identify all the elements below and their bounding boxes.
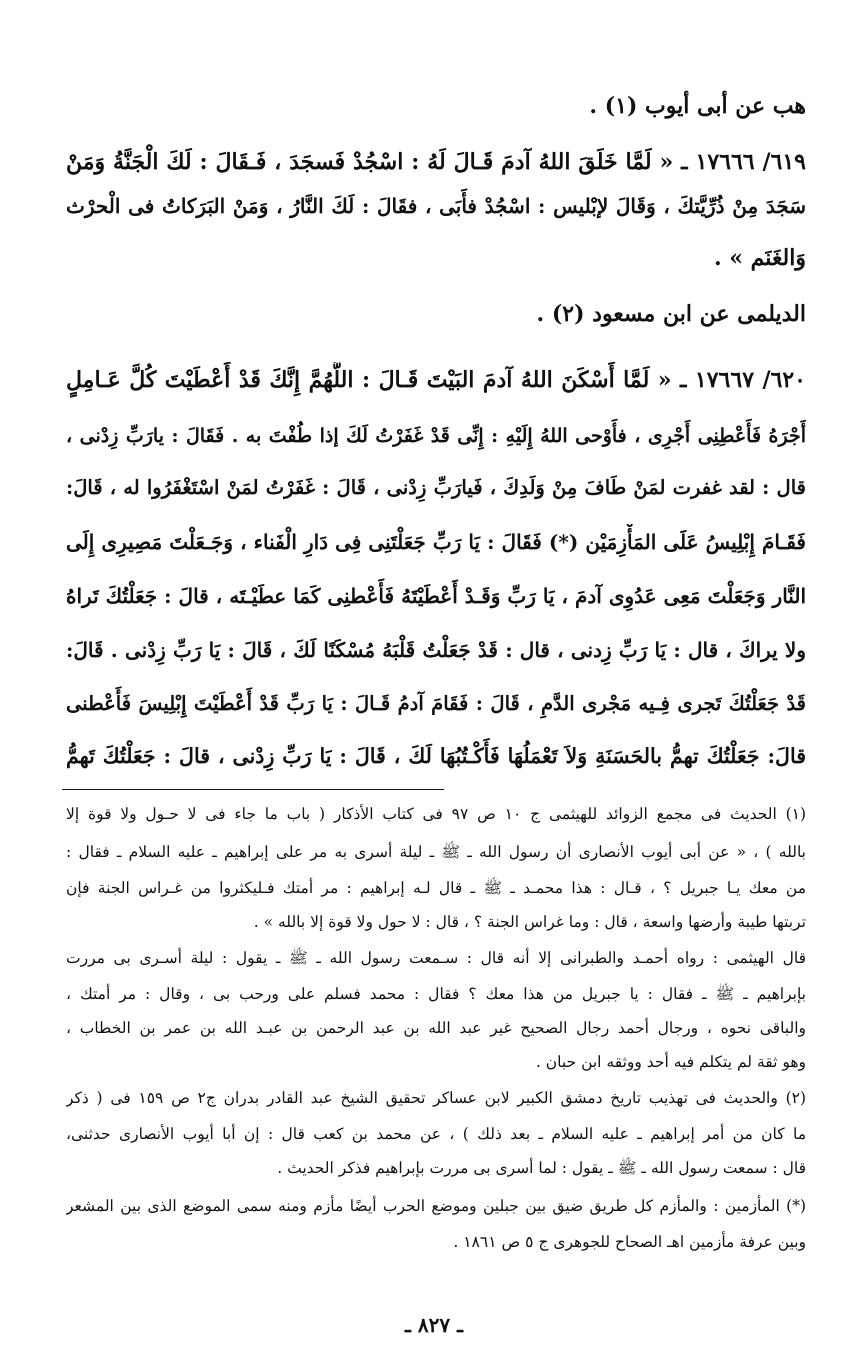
- main-line-5: ٦٢٠/ ١٧٦٦٧ ـ « لَمَّا أَسْكَنَ اللهُ آدمَ البَيْتَ قَـالَ : اللَّهُمَّ إِنَّكَ قَدْ أَعْطَيْتَ كُلَّ عَـامِلٍ: [66, 367, 806, 393]
- footnote-separator: [62, 789, 444, 790]
- footnote-line-0: (١) الحديث فى مجمع الزوائد للهيثمى ج ١٠ ص ٩٧ فى كتاب الأذكار ( باب ما جاء فى لا حـول ولا قوة إلا: [66, 805, 806, 823]
- main-line-4: الديلمى عن ابن مسعود (٢) .: [536, 301, 806, 327]
- footnote-line-4: قال الهيثمى : رواه أحمـد والطبرانى إلا أنه قال : سـمعت رسول الله ـ ﷺ ـ يقول : ليلة أسـرى بى مررت: [66, 949, 806, 967]
- footnote-line-8: (٢) والحديث فى تهذيب تاريخ دمشق الكبير لابن عساكر تحقيق الشيخ عبد القادر بدران ج٢ ص ١٥٩ فى ( ذكر: [66, 1089, 806, 1107]
- main-line-9: النَّار وَجَعَلْتَ مَعِى عَدُوِى آدمَ ، يَا رَبِّ وَقَـدْ أَعْطَيْتَهُ فَأَعْطنِى كَمَا عطَيْـتَه ، قالَ : جَعَلْتُكَ تَراهُ: [66, 584, 806, 608]
- main-line-10: ولا يراكَ ، قال : يَا رَبِّ زِدنى ، قال : قَدْ جَعَلْتُ قَلْبَهُ مُسْكَنًا لَكَ ، قَالَ : يَا رَبِّ زِدْنى . قَالَ:: [66, 638, 806, 662]
- footnote-line-11: (*) المأزمين : والمأزم كل طريق ضيق بين جبلين وموضع الحرب أيضًا مأزم ومنه سمى الموضع الذى بين المشعر: [66, 1197, 806, 1215]
- page-number: ـ ٨٢٧ ـ: [405, 1313, 463, 1337]
- main-line-12: قالَ: جَعَلْتُكَ تهمُّ بالحَسَنَةِ وَلاَ تَعْمَلُهَا فَأَكْـتُبُهَا لَكَ ، قَالَ : يَا رَبِّ زِدْنى ، قالَ : جَعَلْتُكَ تَهمُّ: [66, 744, 806, 768]
- main-line-0: هب عن أبى أيوب (١) .: [589, 93, 806, 119]
- main-line-7: قال : لقد غفرت لمَنْ طَافَ مِنْ وَلَدِكَ ، فَيارَبِّ زِدْنى ، قَالَ : غَفَرْتُ لمَنْ اسْتَغْفَرُوا له ، قَالَ:: [66, 476, 806, 499]
- footnote-line-12: وبين عرفة مأزمين اهـ الصحاح للجوهرى ج ٥ ص ١٨٦١ .: [453, 1233, 806, 1251]
- footnote-line-1: بالله ) ، « عن أبى أيوب الأنصارى أن رسول الله ـ ﷺ ـ ليلة أسرى به مر على إبراهيم ـ عليه السلام ـ فقال :: [66, 843, 806, 861]
- footnote-line-6: والباقى نحوه ، ورجال أحمد رجال الصحيح غير عبد الله بن عبد الرحمن بن عبـد الله بن عمر بن الخطاب ،: [66, 1019, 806, 1037]
- footnote-line-10: قال : سمعت رسول الله ـ ﷺ ـ يقول : لما أسرى بى مررت بإبراهيم فذكر الحديث .: [277, 1159, 806, 1177]
- footnote-line-2: من معك يـا جبريل ؟ ، قـال : هذا محمـد ـ ﷺ ـ قال لـه إبراهيم : مر أمتك فـليكثروا من غـراس الجنة فإن: [66, 879, 806, 897]
- main-line-1: ٦١٩/ ١٧٦٦٦ ـ « لَمَّا خَلَقَ اللهُ آدمَ قَـالَ لَهُ : اسْجُدْ فَسجَدَ ، فَـقَالَ : لَكَ الْجَنَّةُ وَمَنْ: [66, 149, 806, 175]
- footnote-line-9: ما كان من أمر إبراهيم ـ عليه السلام ـ بعد ذلك ) ، عن محمد بن كعب قال : إن أبا أيوب الأنصارى حدثنى،: [66, 1125, 806, 1143]
- main-line-3: وَالغَنَم » .: [713, 245, 806, 271]
- footnote-line-3: تربتها طيبة وأرضها واسعة ، قال : وما غراس الجنة ؟ ، قال : لا حول ولا قوة إلا بالله » .: [253, 913, 806, 931]
- main-line-6: أَجْرَهُ فَأَعْطِنِى أَجْرِى ، فأَوْحى اللهُ إِلَيْهِ : إِنِّى قَدْ غَفَرْتُ لَكَ إذا طُفْتَ به . فَقَالَ : يارَبِّ زِدْنى ،: [66, 425, 806, 447]
- main-line-8: فَقَـامَ إِبْلِيسُ عَلَى المَأْزِمَيْن (*) فَقَالَ : يَا رَبِّ جَعَلْتَنِى فِى دَارِ الْفَناء ، وَجَـعَلْتَ مَصِيرِى إِلَى: [66, 530, 806, 554]
- footnote-line-7: وهو ثقة لم يتكلم فيه أحد ووثقه ابن حبان .: [535, 1053, 806, 1071]
- main-line-2: سَجَدَ مِنْ ذُرِّيَّتكَ ، وَقَالَ لإبْليس : اسْجُدْ فأَبَى ، فقَالَ : لَكَ النَّارُ ، وَمَنْ البَرَكاتُ فى الْحرْث: [66, 194, 806, 218]
- main-line-11: قَدْ جَعَلْتُكَ تَجرى فِـيه مَجْرى الدَّمِ ، قَالَ : فَقَامَ آدمُ قَـالَ : يَا رَبِّ قَدْ أَعْطَيْتَ إِبْلِيسَ فَأَعْطنى: [66, 692, 806, 715]
- footnote-line-5: بإبراهيم ـ ﷺ ـ فقال : يا جبريل من هذا معك ؟ فقال : محمد فسلم على ورحب بى ، وقال : مر أمتك ،: [66, 985, 806, 1003]
